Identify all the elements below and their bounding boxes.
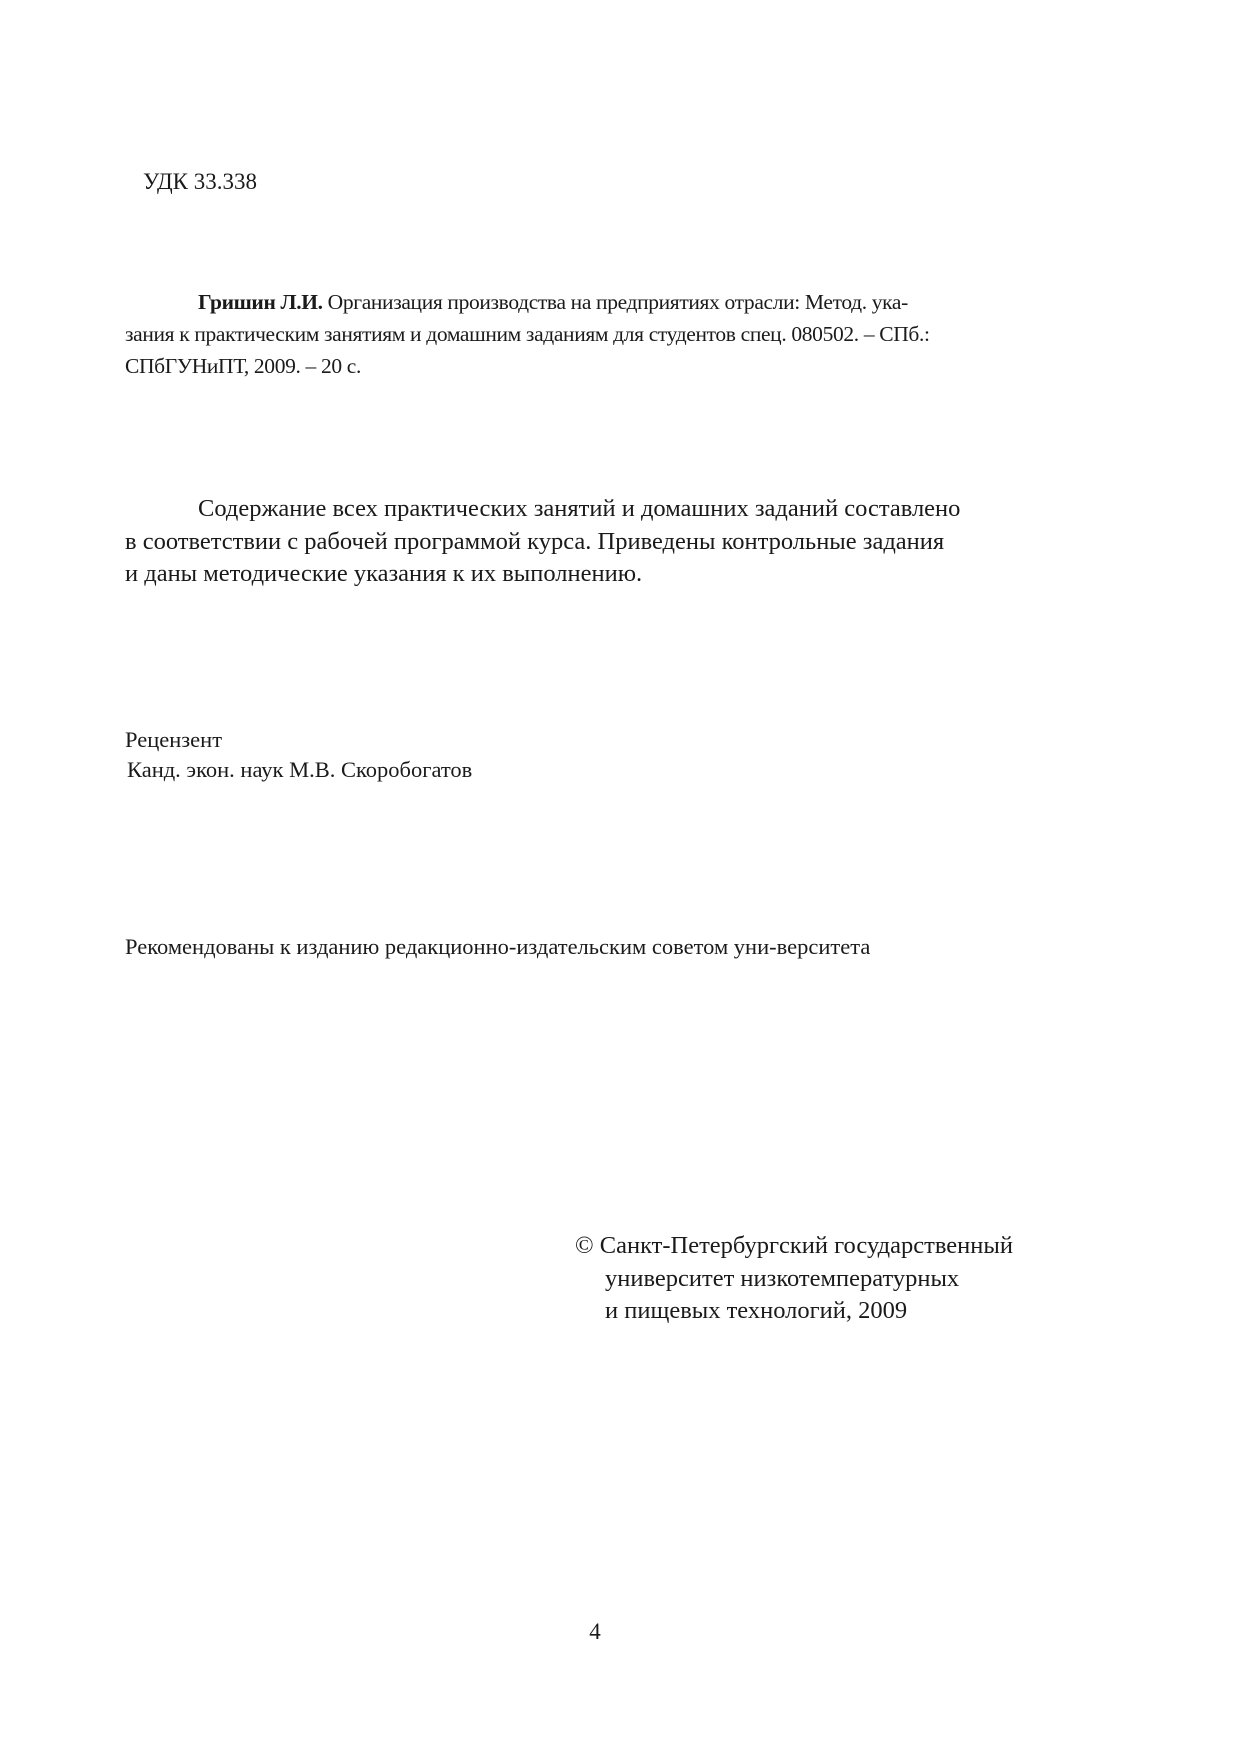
page-number: 4 <box>589 1619 601 1644</box>
biblio-title: Организация производства на предприятиях отрасли: Метод. ука- <box>322 290 908 314</box>
udk-code: УДК 33.338 <box>143 169 257 194</box>
bibliographic-description <box>125 286 1070 382</box>
abstract <box>125 493 1085 591</box>
copyright-notice <box>575 1230 1013 1328</box>
abstract-line: Содержание всех практических занятий и домашних заданий составлено <box>198 495 961 522</box>
copyright-line: © Санкт-Петербургский государственный <box>575 1232 1013 1259</box>
reviewer-block <box>125 725 472 785</box>
copyright-line: университет низкотемпературных <box>605 1264 960 1292</box>
author-name: Гришин Л.И. <box>198 290 323 314</box>
biblio-line-3: СПбГУНиПТ, 2009. – 20 с. <box>125 354 362 378</box>
biblio-line-2: зания к практическим занятиям и домашним заданиям для студентов спец. 080502. – СПб.: <box>125 322 930 346</box>
reviewer-name: Канд. экон. наук М.В. Скоробогатов <box>127 757 473 782</box>
abstract-line: и даны методические указания к их выполнению. <box>125 560 643 587</box>
copyright-line: и пищевых технологий, 2009 <box>605 1297 908 1324</box>
biblio-line-1 <box>125 286 1070 318</box>
abstract-line: в соответствии с рабочей программой курса. Приведены контрольные задания <box>125 527 945 555</box>
reviewer-label: Рецензент <box>125 727 223 752</box>
publication-recommendation: Рекомендованы к изданию редакционно-издательским советом уни-верситета <box>125 934 871 959</box>
